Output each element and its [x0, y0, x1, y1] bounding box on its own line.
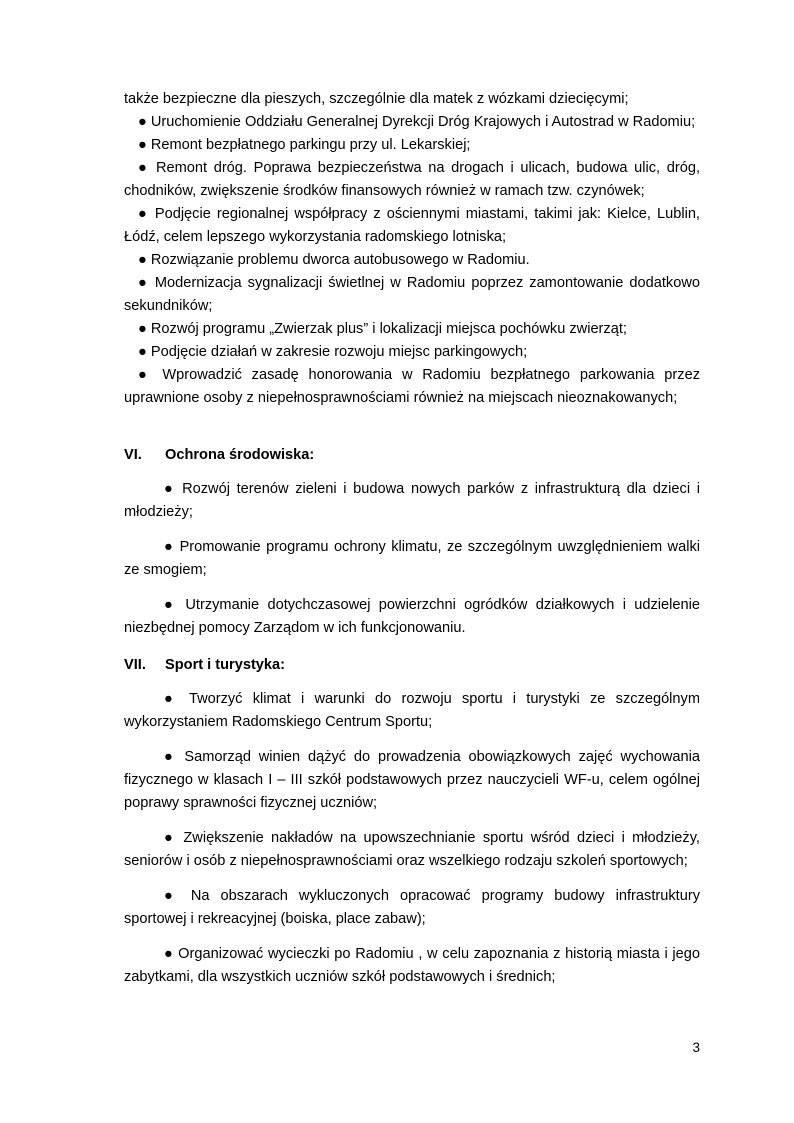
- bullet-item: ● Rozwój terenów zieleni i budowa nowych parków z infrastrukturą dla dzieci i młodzieży;: [124, 481, 700, 520]
- section-heading-vii: [124, 654, 700, 677]
- bullet-item: ● Samorząd winien dążyć do prowadzenia obowiązkowych zajęć wychowania fizycznego w klasach I – III szkół podstawowych przez nauczycieli WF-u, celem ogólnej poprawy sprawności fizycznej uczniów;: [124, 749, 700, 811]
- bullet-item: ● Tworzyć klimat i warunki do rozwoju sportu i turystyki ze szczególnym wykorzystaniem Radomskiego Centrum Sportu;: [124, 691, 700, 730]
- spacer: [124, 410, 700, 444]
- page-content: [124, 88, 700, 989]
- bullet-item: ● Podjęcie regionalnej współpracy z ościennymi miastami, takimi jak: Kielce, Lublin, Łódź, celem lepszego wykorzystania radomskiego lotniska;: [124, 206, 700, 245]
- bullet-item: ● Remont dróg. Poprawa bezpieczeństwa na drogach i ulicach, budowa ulic, dróg, chodników, zwiększenie środków finansowych również w ramach tzw. czynówek;: [124, 160, 700, 199]
- bullet-item: ● Utrzymanie dotychczasowej powierzchni ogródków działkowych i udzielenie niezbędnej pomocy Zarządom w ich funkcjonowaniu.: [124, 597, 700, 636]
- section-title-vi: Ochrona środowiska:: [165, 447, 315, 463]
- bullet-item: ● Na obszarach wykluczonych opracować programy budowy infrastruktury sportowej i rekreacyjnej (boiska, place zabaw);: [124, 888, 700, 927]
- page-number: 3: [692, 1040, 700, 1055]
- bullet-item: ● Zwiększenie nakładów na upowszechnianie sportu wśród dzieci i młodzieży, seniorów i osób z niepełnosprawnościami oraz wszelkiego rodzaju szkoleń sportowych;: [124, 830, 700, 869]
- bullet-item: ● Modernizacja sygnalizacji świetlnej w Radomiu poprzez zamontowanie dodatkowo sekundników;: [124, 275, 700, 314]
- spacer: [124, 640, 700, 654]
- continued-bullet-block: [124, 88, 700, 410]
- section-numeral-vi: VI.: [124, 447, 142, 463]
- section-numeral-vii: VII.: [124, 657, 146, 673]
- bullet-item: ● Remont bezpłatnego parkingu przy ul. Lekarskiej;: [138, 137, 471, 153]
- bullet-item: ● Rozwój programu „Zwierzak plus” i lokalizacji miejsca pochówku zwierząt;: [138, 321, 627, 337]
- paragraph: także bezpieczne dla pieszych, szczególnie dla matek z wózkami dziecięcymi;: [124, 91, 629, 107]
- section-title-vii: Sport i turystyka:: [165, 657, 286, 673]
- spacer: [124, 467, 700, 478]
- bullet-item: ● Promowanie programu ochrony klimatu, ze szczególnym uwzględnieniem walki ze smogiem;: [124, 539, 700, 578]
- bullet-item: ● Podjęcie działań w zakresie rozwoju miejsc parkingowych;: [138, 344, 528, 360]
- spacer: [124, 677, 700, 688]
- bullet-item: ● Rozwiązanie problemu dworca autobusowego w Radomiu.: [138, 252, 530, 268]
- section-vi-body: [124, 478, 700, 640]
- bullet-item: ● Uruchomienie Oddziału Generalnej Dyrekcji Dróg Krajowych i Autostrad w Radomiu;: [138, 114, 696, 130]
- section-vii-body: [124, 688, 700, 989]
- bullet-item: ● Wprowadzić zasadę honorowania w Radomiu bezpłatnego parkowania przez uprawnione osoby z niepełnosprawnościami również na miejscach nieoznakowanych;: [124, 367, 700, 406]
- bullet-item: ● Organizować wycieczki po Radomiu , w celu zapoznania z historią miasta i jego zabytkami, dla wszystkich uczniów szkół podstawowych i średnich;: [124, 946, 700, 985]
- section-heading-vi: [124, 444, 700, 467]
